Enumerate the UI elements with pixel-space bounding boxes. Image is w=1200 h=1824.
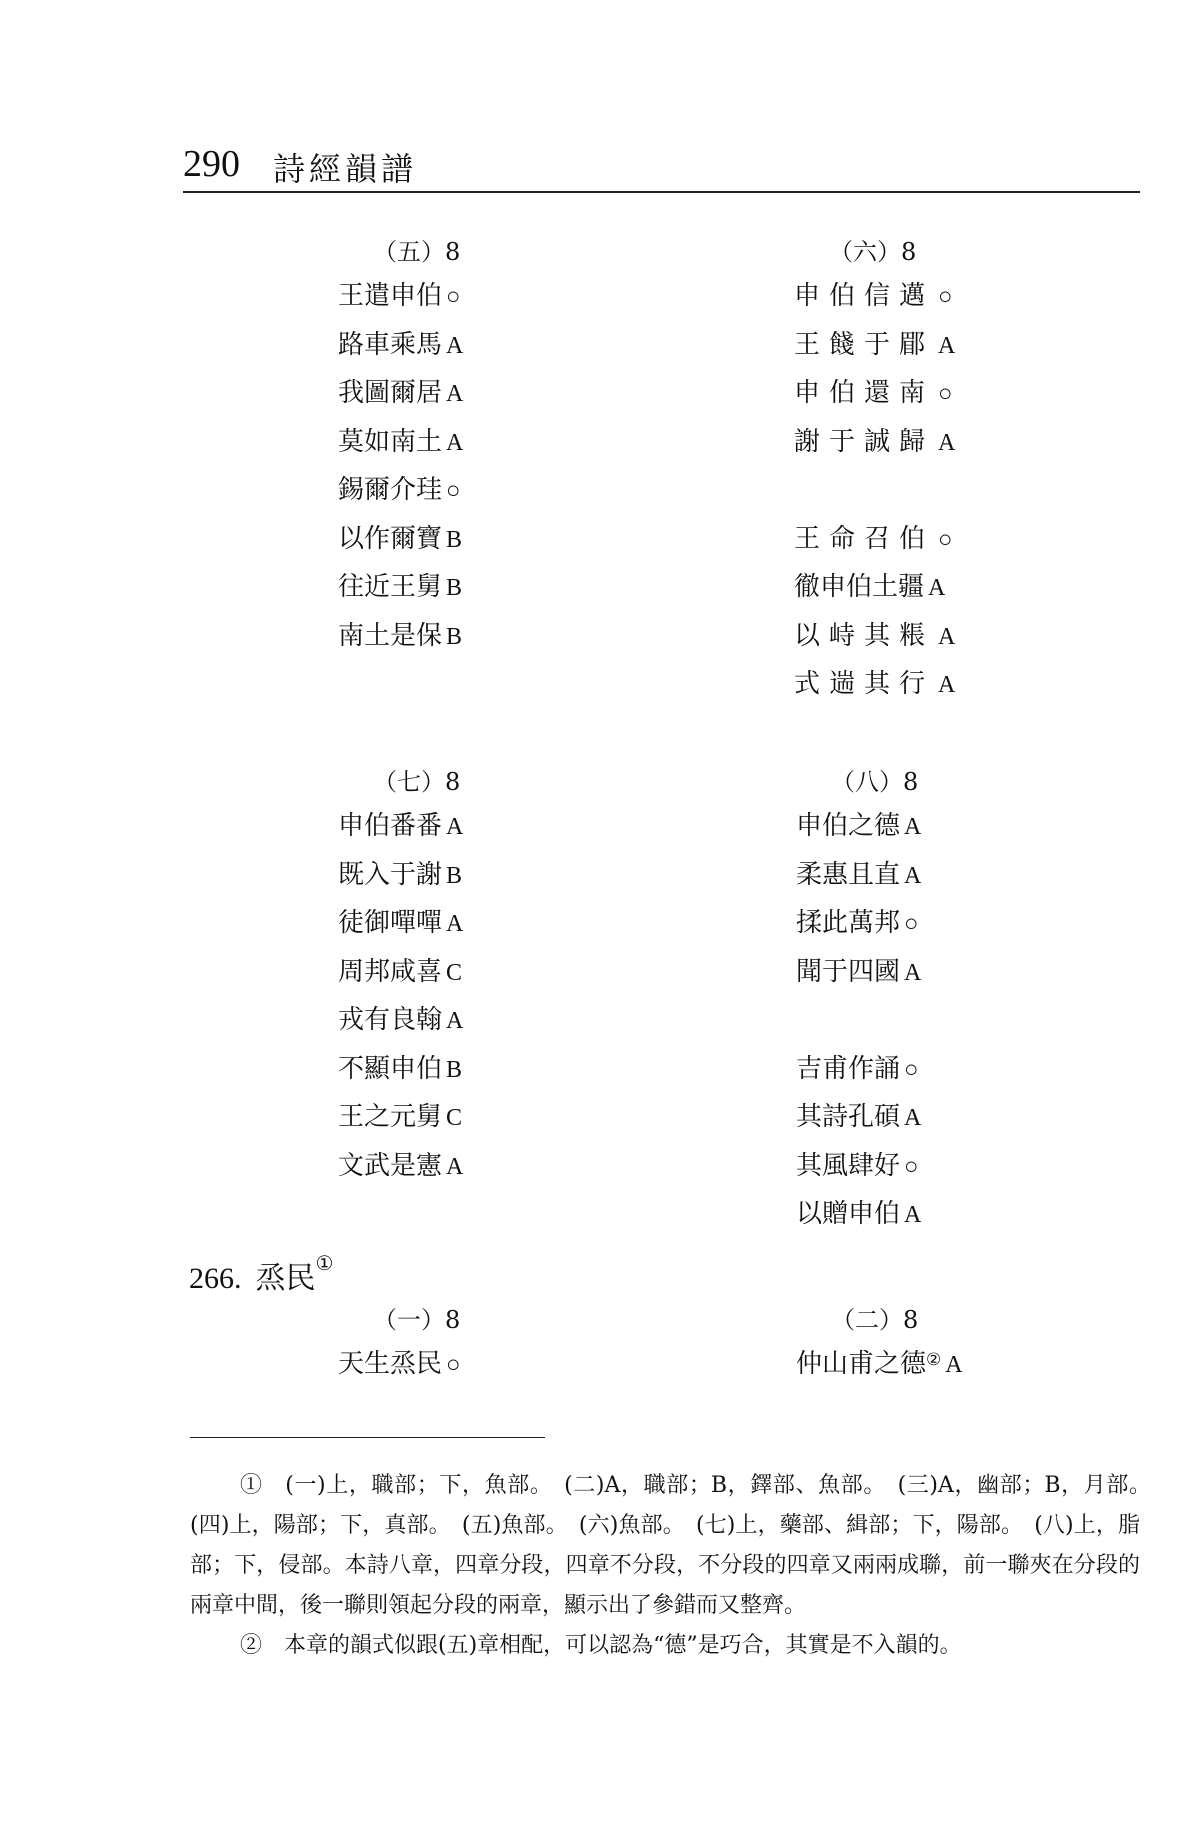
page-header [183,142,1140,202]
rhyme-mark: A [904,1202,922,1228]
rhyme-mark: A [446,814,464,840]
verse-line: 往近王舅 B [338,572,463,602]
verse-line: 式遄其行 A [794,669,956,699]
poem-266-stanza-1 [338,1300,461,1389]
rhyme-mark: ○ [446,478,461,504]
rhyme-mark: C [446,1105,463,1131]
stanza-label: （一）8 [373,1306,461,1334]
stanza-label: （七）8 [373,768,461,796]
stanza-8 [796,762,921,1239]
verse-line: 莫如南土 A [338,426,464,457]
verse-line: 申伯之德 A [796,811,922,841]
verse-line: 王遣申伯 ○ [338,281,461,311]
rhyme-mark: A [446,381,464,407]
rhyme-mark: B [446,623,463,650]
verse-line: 申伯信邁 ○ [794,281,953,311]
header-rule [183,191,1140,193]
rhyme-mark: A [446,429,464,456]
rhyme-mark: A [938,429,956,456]
footnote-2: ② 本章的韻式似跟(五)章相配，可以認為“德”是巧合，其實是不入韻的。 [240,1633,962,1658]
stanza-label: （八）8 [831,768,919,796]
verse-line: 周邦咸喜 C [338,956,463,987]
verse-line: 徒御嘽嘽 A [338,908,464,938]
stanza-6 [794,232,955,709]
rhyme-mark: A [938,672,956,698]
poem-266-stanza-2 [796,1300,963,1389]
rhyme-mark: B [446,526,463,553]
verse-line: 柔惠且直 A [796,859,922,890]
rhyme-mark: ○ [938,381,953,407]
rhyme-mark: ○ [938,526,953,553]
verse-line: 申伯還南 ○ [794,378,953,408]
verse-line: 其風肆好 ○ [796,1150,919,1181]
rhyme-mark: A [446,332,464,359]
verse-line: 王餞于郿 A [794,329,956,360]
stanza-label: （五）8 [373,238,461,266]
rhyme-mark: A [904,959,922,986]
rhyme-mark: A [904,814,922,840]
rhyme-mark: ○ [904,911,919,937]
rhyme-mark: ○ [904,1056,919,1083]
verse-line: 不顯申伯 B [338,1053,463,1084]
book-title: 詩經韻譜 [273,150,418,188]
stanza-5 [338,232,463,660]
rhyme-mark: B [446,862,463,889]
footnotes [190,1466,1163,1666]
stanza-label: （二）8 [831,1306,919,1334]
rhyme-mark: A [904,1105,922,1131]
poem-number: 266. [189,1262,242,1295]
verse-line: 仲山甫之德② A [796,1349,963,1379]
verse-line: 吉甫作誦 ○ [796,1053,919,1084]
poem-title: 烝民 [255,1261,316,1296]
verse-line: 以作爾寶 B [338,523,463,554]
rhyme-mark: A [446,1153,464,1180]
verse-line: 王之元舅 C [338,1102,463,1132]
verse-line: 聞于四國 A [796,956,922,987]
stanza-7 [338,762,463,1190]
verse-line: 謝于誠歸 A [794,426,956,457]
rhyme-mark: A [904,862,922,889]
rhyme-mark: ○ [446,1352,461,1378]
verse-line: 徹申伯土疆 A [794,572,946,602]
verse-line: 戎有良翰 A [338,1005,464,1035]
rhyme-mark: A [938,332,956,359]
verse-line: 揉此萬邦 ○ [796,908,919,938]
rhyme-mark: B [446,1056,463,1083]
verse-line: 申伯番番 A [338,811,464,841]
verse-line: 其詩孔碩 A [796,1102,922,1132]
rhyme-mark: A [945,1352,963,1378]
footnote-ref[interactable]: ① [315,1251,334,1275]
verse-line: 以贈申伯 A [796,1199,922,1229]
rhyme-mark: B [446,575,463,601]
footnote-ref[interactable]: ② [926,1350,942,1370]
verse-line: 王命召伯 ○ [794,523,953,554]
verse-line: 錫爾介珪 ○ [338,475,461,505]
segment-gap [794,466,955,515]
stanza-label: （六）8 [829,238,917,266]
verse-line: 路車乘馬 A [338,329,464,360]
rhyme-mark: ○ [446,284,461,310]
segment-gap [796,996,921,1045]
rhyme-mark: ○ [938,284,953,310]
footnote-rule [190,1437,545,1438]
verse-line: 天生烝民 ○ [338,1349,461,1379]
verse-line: 既入于謝 B [338,859,463,890]
rhyme-mark: ○ [904,1153,919,1180]
rhyme-mark: A [446,911,464,937]
verse-line: 我圖爾居 A [338,378,464,408]
rhyme-mark: C [446,959,463,986]
verse-line: 以峙其粻 A [794,620,956,651]
footnote-1: ① (一)上，職部；下，魚部。 (二)A，職部；B，鐸部、魚部。 (三)A，幽部；B，月部。 (四)上，陽部；下，真部。 (五)魚部。 (六)魚部。 (七)上，藥部、緝部；下，陽部。 (八)上，脂部；下，侵部。本詩八章，四章分段，四章不分段，不分段的四章又兩兩成聯，前一聯夾在分段的兩章中間，後一聯則領起分段的兩章，顯示出了參錯而又整齊。 [190,1473,1163,1618]
page-number: 290 [183,143,240,185]
rhyme-mark: A [928,575,946,601]
poem-heading [189,1253,333,1297]
rhyme-mark: A [446,1008,464,1034]
rhyme-mark: A [938,623,956,650]
verse-line: 文武是憲 A [338,1150,464,1181]
verse-line: 南土是保 B [338,620,463,651]
